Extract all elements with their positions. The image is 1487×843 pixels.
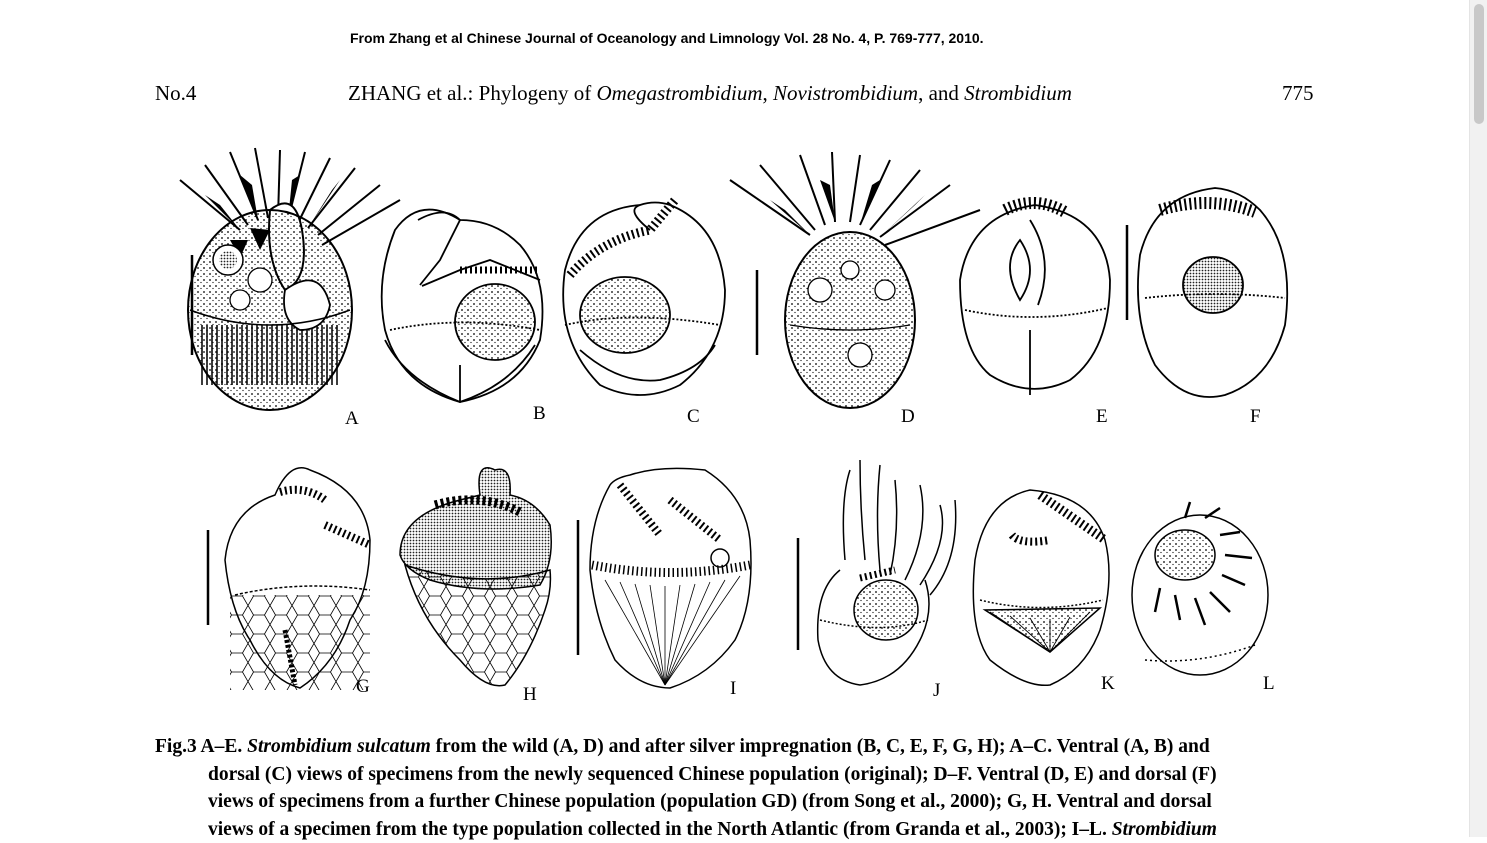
panel-b-drawing <box>382 210 543 402</box>
figure-3 <box>160 140 1320 710</box>
figure-caption <box>155 733 1320 843</box>
genus-name: Strombidium <box>1112 819 1217 840</box>
caption-line-2: dorsal (C) views of specimens from the newly sequenced Chinese population (original); D–F. Ventral (D, E) and dorsal (F) <box>155 761 1320 789</box>
figure-drawings <box>160 140 1320 710</box>
caption-text: A–E. <box>197 736 247 757</box>
panel-label-k: K <box>1101 673 1115 695</box>
panel-label-f: F <box>1250 406 1261 428</box>
panel-l-drawing <box>1132 502 1268 675</box>
panel-c-drawing <box>563 200 725 395</box>
panel-label-e: E <box>1096 406 1108 428</box>
running-title-prefix: ZHANG et al.: Phylogeny of <box>348 81 596 105</box>
running-title <box>348 81 1072 106</box>
panel-label-c: C <box>687 406 700 428</box>
panel-label-b: B <box>533 403 546 425</box>
panel-j-drawing <box>798 460 956 685</box>
genus-novistrombidium: Novistrombidium <box>773 81 918 105</box>
caption-text: from the wild (A, D) and after silver impregnation (B, C, E, F, G, H); A–C. Ventral (A, B) and <box>431 736 1210 757</box>
panel-label-j: J <box>933 680 940 702</box>
panel-h-drawing <box>400 468 551 686</box>
panel-label-l: L <box>1263 673 1275 695</box>
figure-label: Fig.3 <box>155 736 197 757</box>
separator: , <box>763 81 774 105</box>
panel-a-drawing <box>180 148 400 410</box>
issue-number: No.4 <box>155 81 196 106</box>
genus-omegastrombidium: Omegastrombidium <box>596 81 762 105</box>
panel-k-drawing <box>973 490 1109 685</box>
genus-strombidium: Strombidium <box>964 81 1072 105</box>
vertical-scrollbar[interactable] <box>1469 0 1487 837</box>
panel-label-g: G <box>356 676 370 698</box>
panel-label-h: H <box>523 684 537 706</box>
caption-text: views of a specimen from the type population collected in the North Atlantic (from Granda et al., 2003); I–L. <box>208 819 1112 840</box>
separator: , and <box>918 81 964 105</box>
species-name: Strombidium sulcatum <box>247 736 431 757</box>
panel-d-drawing <box>730 152 980 408</box>
panel-i-drawing <box>578 468 751 688</box>
panel-label-d: D <box>901 406 915 428</box>
panel-e-drawing <box>960 203 1110 395</box>
panel-g-drawing <box>208 468 370 690</box>
caption-line-4 <box>155 816 1320 843</box>
panel-f-drawing <box>1127 188 1287 397</box>
caption-line-1 <box>155 733 1320 761</box>
page-number: 775 <box>1282 81 1314 106</box>
panel-label-i: I <box>730 678 736 700</box>
scrollbar-thumb[interactable] <box>1474 4 1484 124</box>
source-note: From Zhang et al Chinese Journal of Oceanology and Limnology Vol. 28 No. 4, P. 769-777, 2010. <box>350 30 984 46</box>
caption-line-3: views of specimens from a further Chinese population (population GD) (from Song et al., 2000); G, H. Ventral and dorsal <box>155 788 1320 816</box>
panel-label-a: A <box>345 408 359 430</box>
